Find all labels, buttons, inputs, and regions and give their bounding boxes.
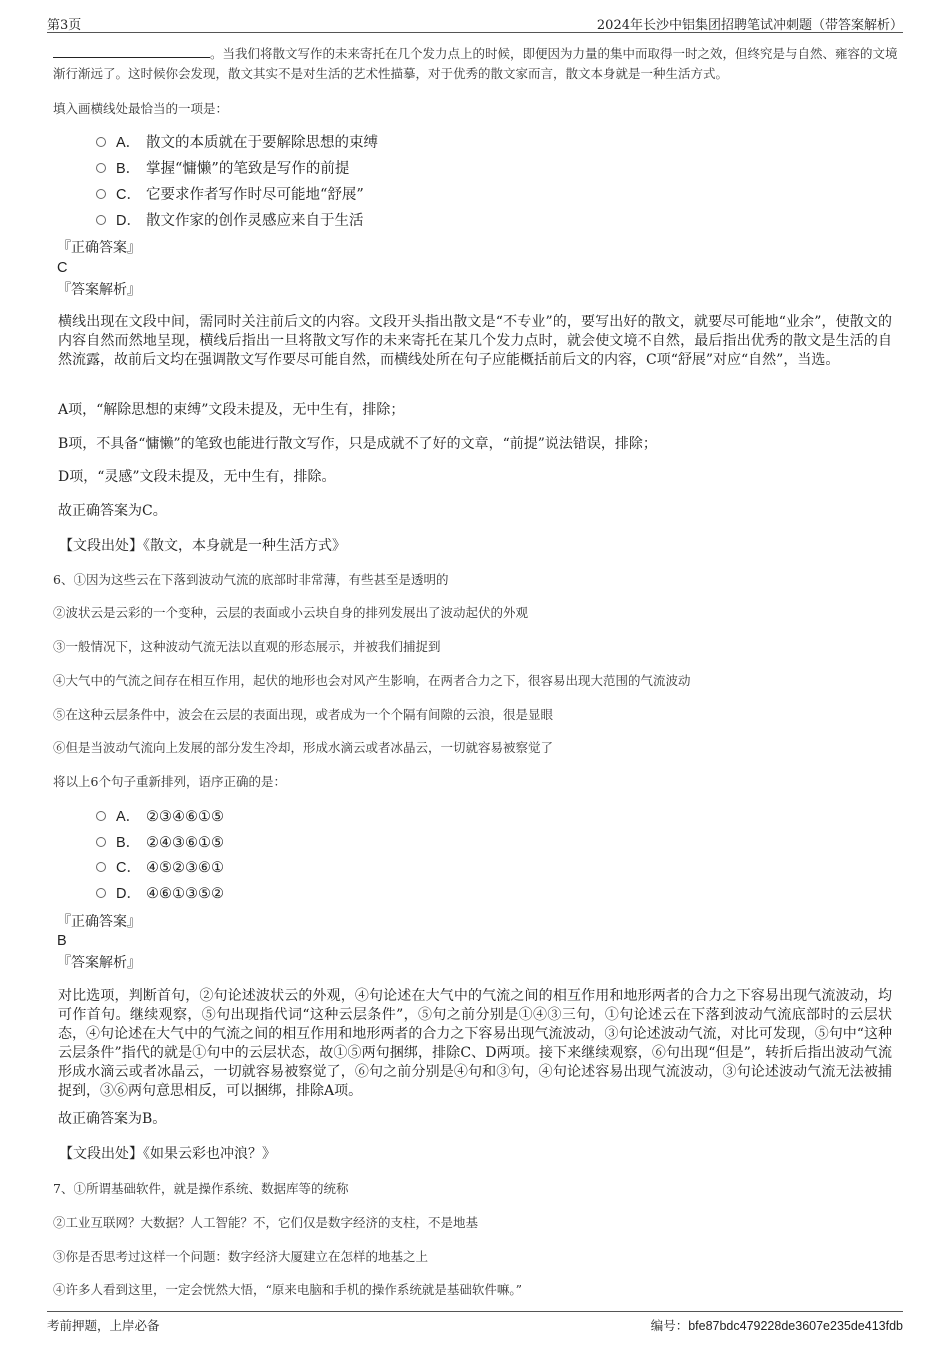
q6-option-a[interactable]: A． ②③④⑥①⑤	[96, 806, 224, 828]
q5-option-a[interactable]: A． 散文的本质就在于要解除思想的束缚	[96, 132, 378, 154]
q6-sentence-6: ⑥但是当波动气流向上发展的部分发生冷却，形成水滴云或者冰晶云，一切就容易被察觉了	[53, 740, 554, 755]
radio-icon[interactable]	[96, 811, 106, 821]
q6-analysis-label: 『答案解析』	[57, 955, 141, 971]
q6-sentence-3: ③一般情况下，这种波动气流无法以直观的形态展示，并被我们捕捉到	[53, 639, 441, 654]
q6-option-d[interactable]: D． ④⑥①③⑤②	[96, 883, 224, 905]
q7-sentence-1: 7、①所谓基础软件，就是操作系统、数据库等的统称	[53, 1181, 349, 1196]
q5-source: 【文段出处】《散文，本身就是一种生活方式》	[59, 538, 346, 554]
q5-prompt: 填入画横线处最恰当的一项是：	[53, 101, 229, 116]
q6-analysis-main: 对比选项，判断首句，②句论述波状云的外观，④句论述在大气中的气流之间的相互作用和地形两者的合力之下容易出现气流波动，均可作首句。继续观察，⑤句出现指代词“这种云层条件”，⑤句之前分别是①④③三句，①句论述云在下落到波动气流底部时的云层状态，④句论述在大气中的气流之间的相互作用和地形两者的合力之下容易出现气流波动，③句论述波动气流，对比可发现，⑤句中“这种云层条件”指代的就是①句中的云层状态，故①⑤两句捆绑，排除C、D两项。接下来继续观察，⑥句出现“但是”，转折后指出波动气流形成水滴云或者冰晶云，一切就容易被察觉了，⑥句之前分别是④句和③句，④句论述容易出现气流波动，③句论述波动气流无法被捕捉到，③⑥两句意思相反，可以捆绑，排除A项。	[58, 988, 892, 1099]
q5-option-b[interactable]: B． 掌握“慵懒”的笔致是写作的前提	[96, 158, 349, 180]
q5-option-c[interactable]: C． 它要求作者写作时尽可能地“舒展”	[96, 184, 364, 206]
radio-icon[interactable]	[96, 215, 106, 225]
q6-option-b[interactable]: B． ②④③⑥①⑤	[96, 832, 224, 854]
q6-answer: B	[57, 933, 67, 949]
q6-option-c[interactable]: C． ④⑤②③⑥①	[96, 857, 224, 879]
q6-prompt: 将以上6个句子重新排列，语序正确的是：	[53, 774, 286, 789]
radio-icon[interactable]	[96, 837, 106, 847]
q5-analysis-main: 横线出现在文段中间，需同时关注前后文的内容。文段开头指出散文是“不专业”的，要写出好的散文，就要尽可能地“业余”，使散文的内容自然而然地呈现，横线后指出一旦将散文写作的未来寄托在某几个发力点时，就会使文境不自然，最后指出优秀的散文是生活的自然流露，故前后文均在强调散文写作要尽可能自然，而横线处所在句子应能概括前后文的内容，C项“舒展”对应“自然”，当选。	[58, 314, 892, 368]
q6-sentence-1: 6、①因为这些云在下落到波动气流的底部时非常薄，有些甚至是透明的	[53, 572, 449, 587]
page-number: 第3页	[47, 18, 82, 33]
q5-option-d[interactable]: D． 散文作家的创作灵感应来自于生活	[96, 210, 364, 232]
footer-slogan: 考前押题，上岸必备	[47, 1318, 160, 1333]
document-id: 编号：bfe87bdc479228de3607e235de413fdb	[650, 1319, 903, 1333]
fill-in-blank	[53, 46, 210, 58]
radio-icon[interactable]	[96, 163, 106, 173]
radio-icon[interactable]	[96, 888, 106, 898]
q6-sentence-5: ⑤在这种云层条件中，波会在云层的表面出现，或者成为一个个隔有间隙的云浪，很是显眼	[53, 707, 554, 722]
q6-answer-label: 『正确答案』	[57, 914, 141, 930]
radio-icon[interactable]	[96, 862, 106, 872]
q6-conclusion: 故正确答案为B。	[58, 1111, 167, 1127]
q5-passage: 。当我们将散文写作的未来寄托在几个发力点上的时候，即便因为力量的集中而取得一时之效，但终究是与自然、雍容的文境渐行渐远了。这时候你会发现，散文其实不是对生活的艺术性描摹，对于优秀的散文家而言，散文本身就是一种生活方式。	[53, 46, 898, 81]
q7-sentence-2: ②工业互联网？大数据？人工智能？不，它们仅是数字经济的支柱，不是地基	[53, 1215, 479, 1230]
page-header	[47, 13, 903, 33]
q5-analysis-a: A项，“解除思想的束缚”文段未提及，无中生有，排除；	[58, 402, 405, 418]
q6-sentence-2: ②波状云是云彩的一个变种，云层的表面或小云块自身的排列发展出了波动起伏的外观	[53, 605, 529, 620]
q6-sentence-4: ④大气中的气流之间存在相互作用，起伏的地形也会对风产生影响，在两者合力之下，很容易出现大范围的气流波动	[53, 673, 691, 688]
q5-analysis-b: B项，不具备“慵懒”的笔致也能进行散文写作，只是成就不了好的文章，“前提”说法错误，排除；	[58, 436, 657, 452]
q5-answer: C	[57, 260, 68, 276]
q5-analysis-label: 『答案解析』	[57, 282, 141, 298]
q5-answer-label: 『正确答案』	[57, 240, 141, 256]
q6-source: 【文段出处】《如果云彩也冲浪？》	[59, 1146, 276, 1162]
q7-sentence-4: ④许多人看到这里，一定会恍然大悟，“原来电脑和手机的操作系统就是基础软件嘛。”	[53, 1282, 523, 1297]
q7-sentence-3: ③你是否思考过这样一个问题：数字经济大厦建立在怎样的地基之上	[53, 1249, 429, 1264]
q5-analysis-d: D项，“灵感”文段未提及，无中生有，排除。	[58, 469, 336, 485]
document-title: 2024年长沙中铝集团招聘笔试冲刺题（带答案解析）	[596, 18, 903, 33]
page-footer	[47, 1311, 903, 1335]
q5-conclusion: 故正确答案为C。	[58, 503, 167, 519]
radio-icon[interactable]	[96, 189, 106, 199]
radio-icon[interactable]	[96, 137, 106, 147]
